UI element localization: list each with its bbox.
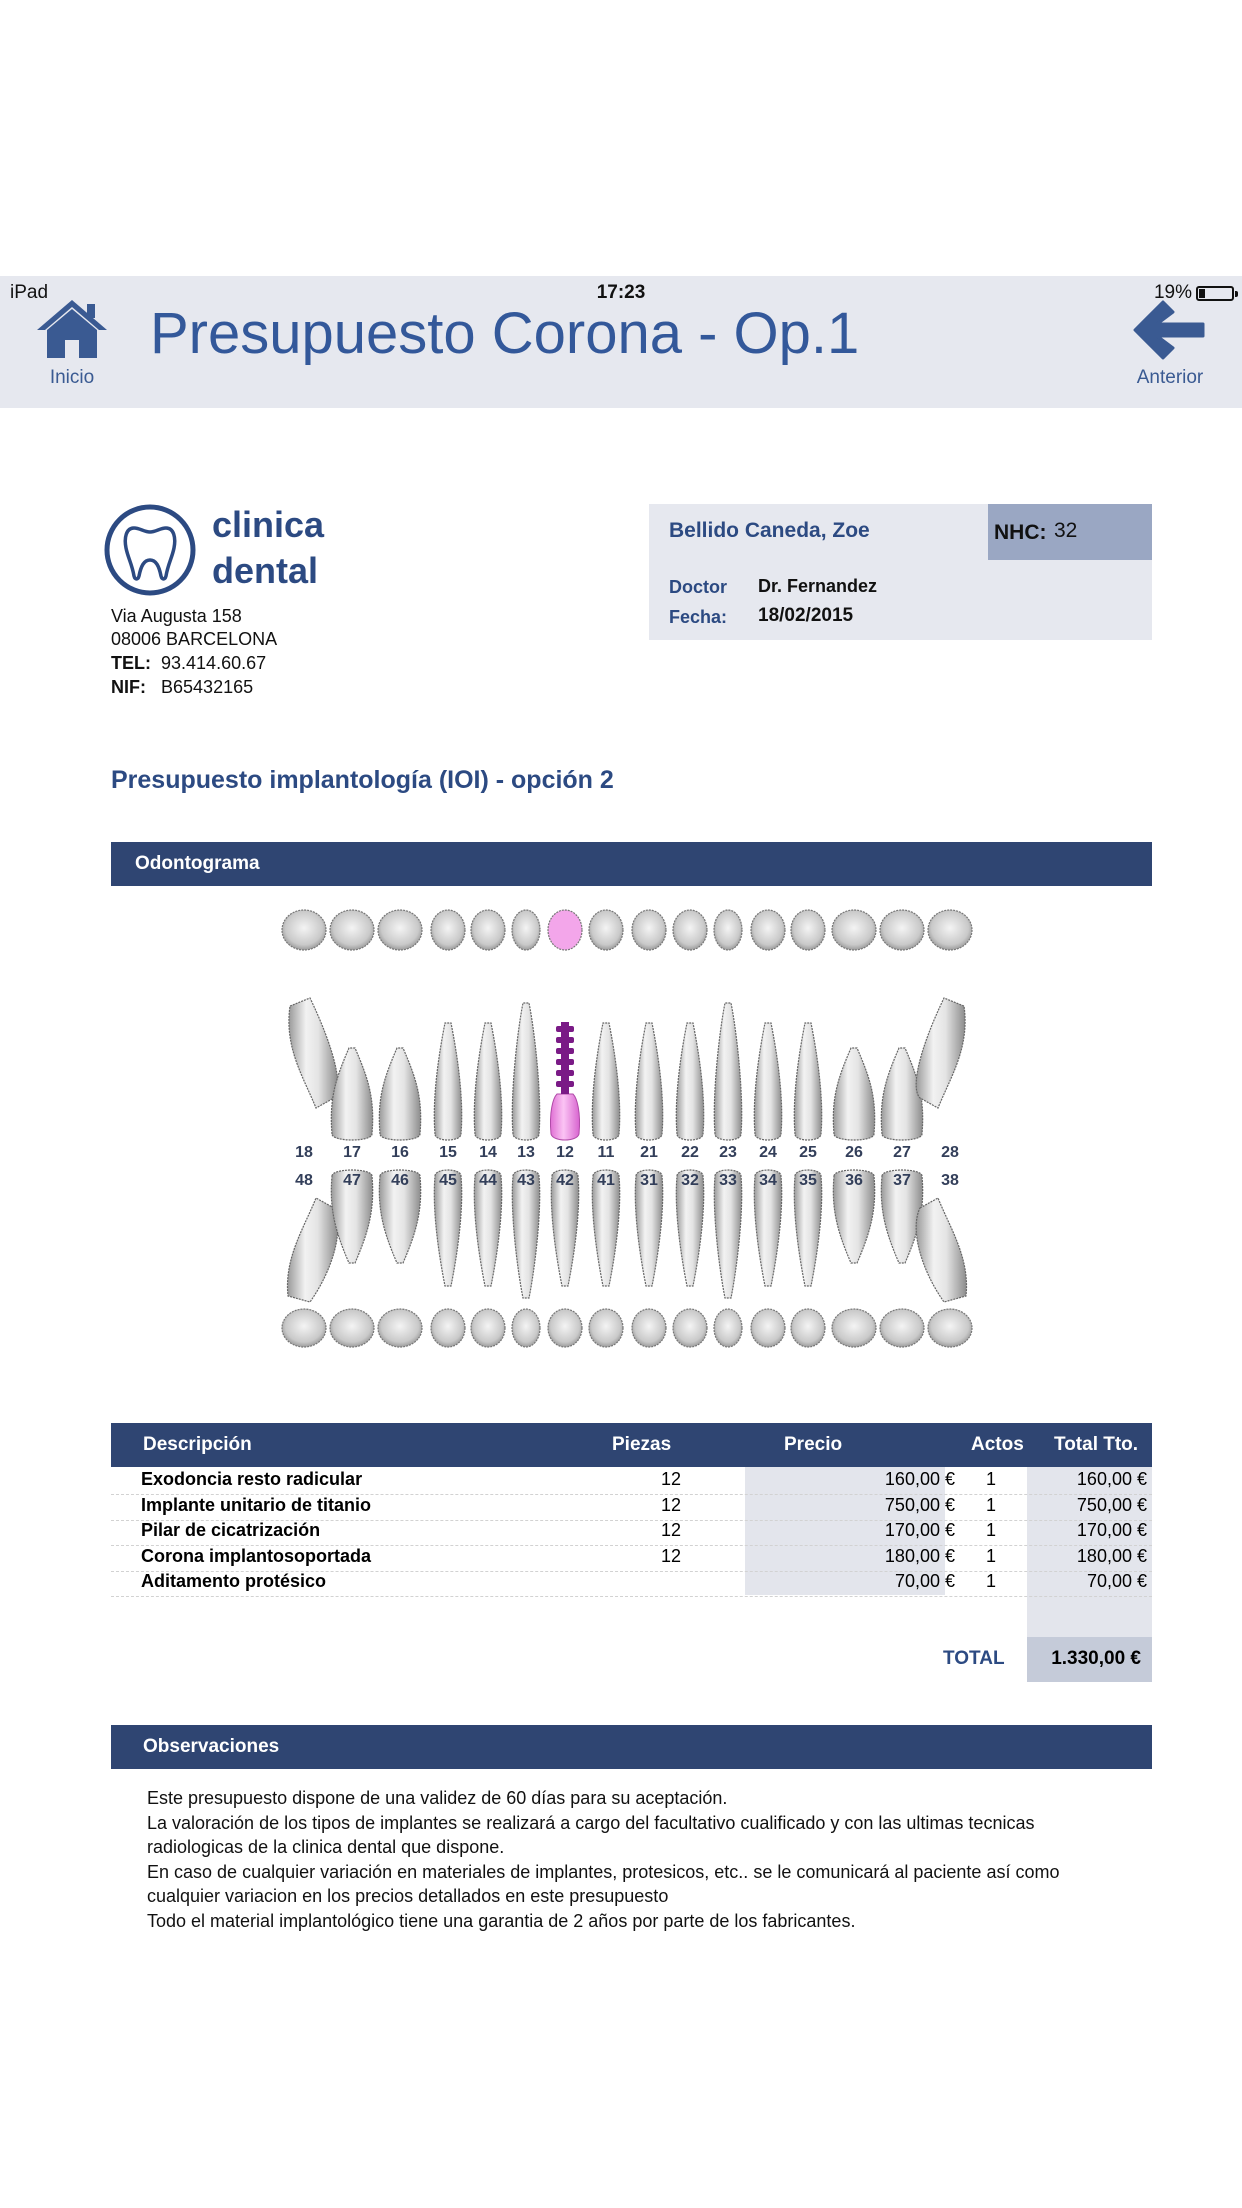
patient-name: Bellido Caneda, Zoe [669,519,870,542]
tooth-occlusal-upper-11[interactable] [589,910,623,950]
table-row[interactable] [111,1570,1152,1597]
tooth-occlusal-upper-12[interactable] [548,910,582,950]
battery-percent: 19% [1153,282,1192,303]
tooth-occlusal-upper-22[interactable] [673,910,707,950]
row-description: Corona implantosoportada [141,1545,372,1566]
tooth-upper-23[interactable] [714,1003,741,1140]
clinic-address: Via Augusta 158 [111,606,242,626]
tooth-occlusal-upper-18[interactable] [282,910,326,950]
tooth-occlusal-upper-24[interactable] [751,910,785,950]
tooth-occlusal-upper-15[interactable] [431,910,465,950]
tooth-number-upper: 21 [640,1144,658,1161]
tooth-occlusal-upper-21[interactable] [632,910,666,950]
total-value: 1.330,00 € [1051,1648,1141,1669]
table-row[interactable] [111,1545,1152,1572]
tooth-upper-13[interactable] [512,1003,539,1140]
tooth-upper-26[interactable] [833,1048,874,1140]
col-total: Total Tto. [1054,1434,1139,1455]
tooth-lower-48[interactable] [287,1198,337,1302]
tooth-occlusal-upper-23[interactable] [714,910,742,950]
tooth-number-lower: 45 [439,1172,457,1189]
tooth-occlusal-lower-41[interactable] [589,1309,623,1347]
tooth-upper-16[interactable] [379,1048,420,1140]
row-total: 750,00 € [1076,1494,1147,1515]
date-value: 18/02/2015 [758,605,854,626]
row-description: Pilar de cicatrización [141,1520,321,1541]
tooth-number-upper: 27 [893,1144,911,1161]
row-price: 180,00 € [884,1545,955,1566]
tooth-occlusal-upper-17[interactable] [330,910,374,950]
tooth-number-lower: 44 [479,1172,497,1189]
tooth-occlusal-upper-26[interactable] [832,910,876,950]
row-pieces: 12 [660,1520,682,1541]
date-label: Fecha: [669,607,728,627]
observation-line: cualquier variacion en los precios detallados en este presupuesto [147,1886,669,1906]
tooth-occlusal-lower-34[interactable] [751,1309,785,1347]
table-row[interactable] [111,1519,1152,1546]
doctor-value: Dr. Fernandez [758,576,878,596]
tooth-number-upper: 22 [681,1144,699,1161]
home-label: Inicio [49,367,95,388]
nif-label: NIF: [111,677,146,697]
tooth-number-lower: 42 [556,1172,574,1189]
tooth-number-lower: 35 [799,1172,817,1189]
arrow-left-icon [1133,298,1207,360]
clinic-logo [104,504,344,604]
tooth-number-lower: 34 [759,1172,777,1189]
tooth-upper-11[interactable] [592,1023,619,1140]
row-pieces: 12 [660,1494,682,1515]
row-total: 160,00 € [1076,1469,1147,1489]
tooth-number-upper: 24 [759,1144,777,1161]
tooth-number-lower: 36 [845,1172,863,1189]
tooth-upper-21[interactable] [635,1023,662,1140]
row-price: 160,00 € [884,1469,955,1489]
tooth-upper-28[interactable] [916,998,965,1108]
tooth-number-lower: 32 [681,1172,699,1189]
row-acts: 1 [985,1520,996,1541]
tooth-upper-17[interactable] [331,1048,372,1140]
table-row[interactable] [111,1494,1152,1521]
logo-word-1: clinica [212,504,325,545]
tooth-occlusal-lower-47[interactable] [330,1309,374,1347]
clinic-tel [111,653,266,674]
status-carrier: iPad [10,282,49,303]
tooth-number-lower: 31 [640,1172,658,1189]
back-button[interactable] [1120,298,1220,398]
tooth-occlusal-lower-46[interactable] [378,1309,422,1347]
budget-table-header [111,1423,1152,1467]
tooth-occlusal-lower-37[interactable] [880,1309,924,1347]
tooth-upper-15[interactable] [434,1023,461,1140]
row-total: 70,00 € [1086,1571,1147,1592]
tooth-occlusal-lower-44[interactable] [471,1309,505,1347]
tooth-number-upper: 28 [941,1144,959,1161]
tooth-occlusal-lower-35[interactable] [791,1309,825,1347]
tooth-number-lower: 37 [893,1172,911,1189]
logo-word-2: dental [212,550,319,591]
tooth-lower-38[interactable] [916,1198,966,1302]
implant-icon [556,1022,574,1094]
row-description: Exodoncia resto radicular [141,1469,363,1489]
row-acts: 1 [985,1571,996,1592]
observation-line: Todo el material implantológico tiene una garantia de 2 años por parte de los fabricantes. [147,1910,856,1931]
row-price: 70,00 € [894,1571,955,1592]
clinic-city: 08006 BARCELONA [111,629,278,649]
tooth-occlusal-lower-33[interactable] [714,1309,742,1347]
back-label: Anterior [1136,367,1204,388]
odontogram-header: Odontograma [111,842,1152,886]
home-icon [35,298,109,360]
observations-header: Observaciones [111,1725,1152,1769]
tooth-occlusal-lower-42[interactable] [548,1309,582,1347]
tooth-number-upper: 23 [719,1144,737,1161]
observation-line: En caso de cualquier variación en materiales de implantes, protesicos, etc.. se le comunicará al paciente así como [147,1861,1060,1882]
row-description: Aditamento protésico [141,1571,327,1592]
tooth-occlusal-upper-27[interactable] [880,910,924,950]
doctor-label: Doctor [669,577,727,597]
odontogram[interactable] [262,898,980,1358]
tooth-occlusal-upper-13[interactable] [512,910,540,950]
col-description: Descripción [143,1434,252,1455]
tooth-occlusal-lower-48[interactable] [282,1309,326,1347]
budget-title: Presupuesto implantología (IOI) - opción 2 [111,766,614,794]
observation-line: La valoración de los tipos de implantes se realizará a cargo del facultativo cualificado y con las ultimas tecnicas [147,1812,1035,1833]
nif-value: B65432165 [161,677,254,697]
row-price: 750,00 € [884,1494,955,1515]
col-pieces: Piezas [612,1434,672,1455]
tooth-upper-22[interactable] [676,1023,703,1140]
tooth-number-upper: 15 [439,1144,457,1161]
col-acts: Actos [971,1434,1024,1455]
tooth-occlusal-lower-43[interactable] [512,1309,540,1347]
tooth-number-lower: 33 [719,1172,737,1189]
tooth-occlusal-upper-14[interactable] [471,910,505,950]
tooth-occlusal-lower-38[interactable] [928,1309,972,1347]
total-label: TOTAL [943,1648,1005,1669]
odontogram-chart [262,898,980,1358]
tooth-number-lower: 48 [295,1172,313,1189]
page-title: Presupuesto Corona - Op.1 [150,301,860,366]
observation-line: radiologicas de la clinica dental que dispone. [147,1837,505,1857]
col-price: Precio [784,1434,843,1455]
tel-label: TEL: [111,653,151,673]
tooth-number-upper: 11 [597,1144,615,1161]
nhc-label: NHC: [994,521,1047,544]
tooth-number-upper: 13 [517,1144,535,1161]
tooth-occlusal-lower-32[interactable] [673,1309,707,1347]
tooth-upper-18[interactable] [289,998,338,1108]
tooth-upper-27[interactable] [881,1048,922,1140]
row-price: 170,00 € [884,1520,955,1541]
table-row[interactable] [111,1468,1152,1495]
tooth-occlusal-upper-28[interactable] [928,910,972,950]
tooth-number-lower: 47 [343,1172,361,1189]
tooth-number-upper: 12 [556,1144,574,1161]
row-description: Implante unitario de titanio [141,1494,372,1515]
tooth-logo-icon [104,504,196,596]
tooth-number-upper: 18 [295,1144,313,1161]
status-time: 17:23 [596,282,646,303]
tooth-number-lower: 43 [517,1172,535,1189]
tel-value: 93.414.60.67 [161,653,267,673]
row-acts: 1 [985,1469,996,1489]
tooth-occlusal-lower-45[interactable] [431,1309,465,1347]
tooth-number-upper: 25 [799,1144,817,1161]
tooth-occlusal-upper-16[interactable] [378,910,422,950]
tooth-upper-14[interactable] [474,1023,501,1140]
row-total: 180,00 € [1076,1545,1147,1566]
row-acts: 1 [985,1545,996,1566]
tooth-number-upper: 26 [845,1144,863,1161]
home-button[interactable] [32,298,112,398]
observation-line: Este presupuesto dispone de una validez de 60 días para su aceptación. [147,1788,728,1808]
tooth-number-lower: 41 [597,1172,615,1189]
row-pieces: 12 [660,1545,682,1566]
row-pieces: 12 [660,1469,682,1489]
row-acts: 1 [985,1494,996,1515]
tooth-number-lower: 46 [391,1172,409,1189]
observations-text [147,1786,1107,1933]
tooth-number-lower: 38 [941,1172,959,1189]
tooth-occlusal-lower-31[interactable] [632,1309,666,1347]
tooth-upper-25[interactable] [794,1023,821,1140]
tooth-upper-12[interactable] [550,1094,579,1140]
clinic-nif [111,677,253,698]
tooth-number-upper: 16 [391,1144,409,1161]
tooth-number-upper: 17 [343,1144,361,1161]
row-total: 170,00 € [1076,1520,1147,1541]
nhc-value: 32 [1054,519,1078,542]
tooth-occlusal-lower-36[interactable] [832,1309,876,1347]
tooth-occlusal-upper-25[interactable] [791,910,825,950]
tooth-number-upper: 14 [479,1144,497,1161]
tooth-upper-24[interactable] [754,1023,781,1140]
